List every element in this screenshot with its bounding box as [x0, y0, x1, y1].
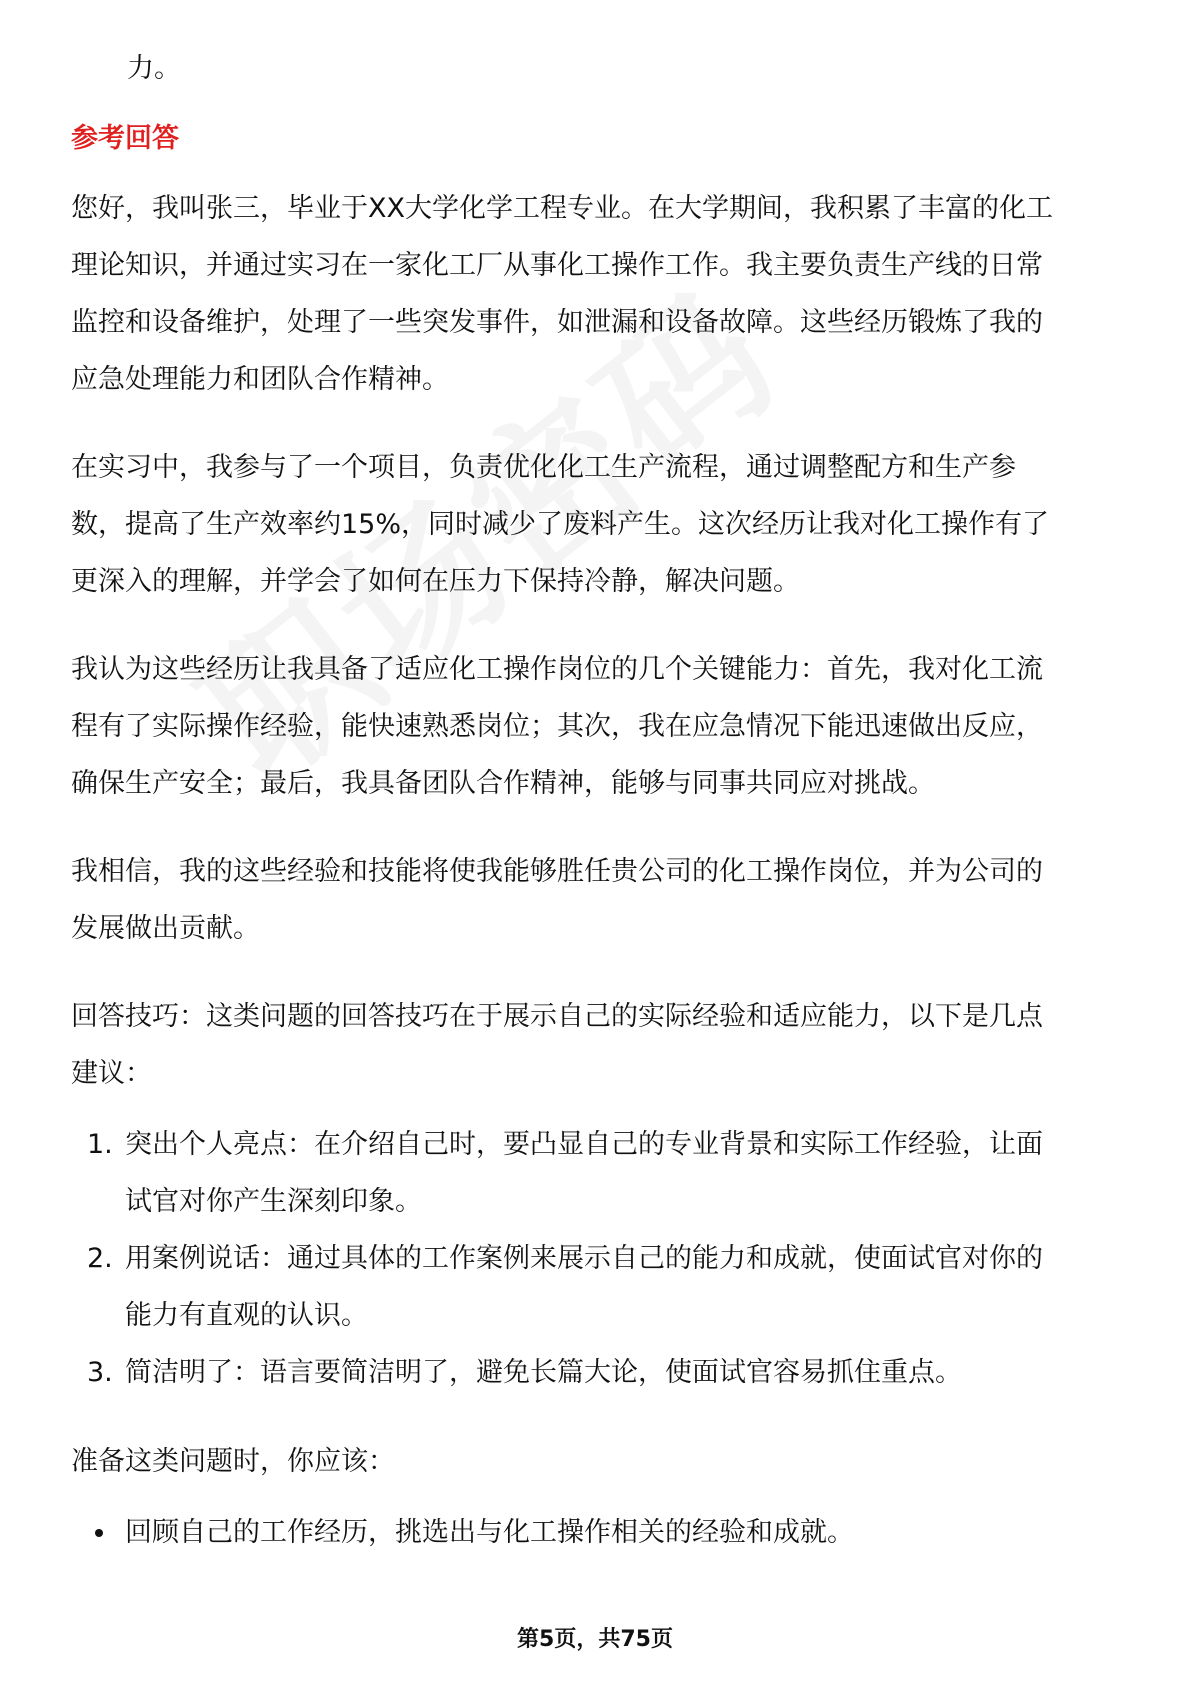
bullet-icon [95, 1529, 103, 1537]
intro-tail-line: 力。 [127, 53, 181, 84]
answer-paragraph-2 [71, 439, 1131, 610]
prep-list [71, 1504, 1131, 1561]
text-line: 能力有直观的认识。 [125, 1300, 368, 1331]
text-line: 您好，我叫张三，毕业于XX大学化学工程专业。在大学期间，我积累了丰富的化工 [71, 193, 1053, 224]
tips-intro [71, 988, 1131, 1102]
text-line: 确保生产安全；最后，我具备团队合作精神，能够与同事共同应对挑战。 [71, 768, 935, 799]
text-line: 回顾自己的工作经历，挑选出与化工操作相关的经验和成就。 [125, 1517, 854, 1548]
text-line: 应急处理能力和团队合作精神。 [71, 364, 449, 395]
text-line: 试官对你产生深刻印象。 [125, 1186, 422, 1217]
text-line: 更深入的理解，并学会了如何在压力下保持冷静，解决问题。 [71, 566, 800, 597]
text-line: 建议： [71, 1058, 152, 1089]
list-number: 3. [87, 1357, 113, 1388]
text-line: 程有了实际操作经验，能快速熟悉岗位；其次，我在应急情况下能迅速做出反应， [71, 711, 1043, 742]
text-line: 监控和设备维护，处理了一些突发事件，如泄漏和设备故障。这些经历锻炼了我的 [71, 307, 1043, 338]
text-line: 简洁明了：语言要简洁明了，避免长篇大论，使面试官容易抓住重点。 [125, 1357, 962, 1388]
list-number: 2. [87, 1243, 113, 1274]
text-line: 发展做出贡献。 [71, 913, 260, 944]
text-line: 回答技巧：这类问题的回答技巧在于展示自己的实际经验和适应能力，以下是几点 [71, 1001, 1043, 1032]
prep-intro [71, 1433, 1131, 1490]
page-content [71, 40, 1131, 1561]
tips-list [71, 1116, 1131, 1401]
list-number: 1. [87, 1129, 113, 1160]
answer-paragraph-3 [71, 641, 1131, 812]
text-line: 我认为这些经历让我具备了适应化工操作岗位的几个关键能力：首先，我对化工流 [71, 654, 1043, 685]
page-footer: 第5页，共75页 [517, 1627, 673, 1652]
text-line: 数，提高了生产效率约15%，同时减少了废料产生。这次经历让我对化工操作有了 [71, 509, 1050, 540]
section-title: 参考回答 [71, 123, 179, 154]
text-line: 我相信，我的这些经验和技能将使我能够胜任贵公司的化工操作岗位，并为公司的 [71, 856, 1043, 887]
answer-paragraph-1 [71, 180, 1131, 408]
tip-item-3 [71, 1344, 1131, 1401]
text-line: 准备这类问题时，你应该： [71, 1446, 395, 1477]
tip-item-2 [71, 1230, 1131, 1344]
text-line: 突出个人亮点：在介绍自己时，要凸显自己的专业背景和实际工作经验，让面 [125, 1129, 1043, 1160]
tip-item-1 [71, 1116, 1131, 1230]
text-line: 用案例说话：通过具体的工作案例来展示自己的能力和成就，使面试官对你的 [125, 1243, 1043, 1274]
text-line: 在实习中，我参与了一个项目，负责优化化工生产流程，通过调整配方和生产参 [71, 452, 1016, 483]
text-line: 理论知识，并通过实习在一家化工厂从事化工操作工作。我主要负责生产线的日常 [71, 250, 1043, 281]
answer-paragraph-4 [71, 843, 1131, 957]
prep-item [71, 1504, 1131, 1561]
